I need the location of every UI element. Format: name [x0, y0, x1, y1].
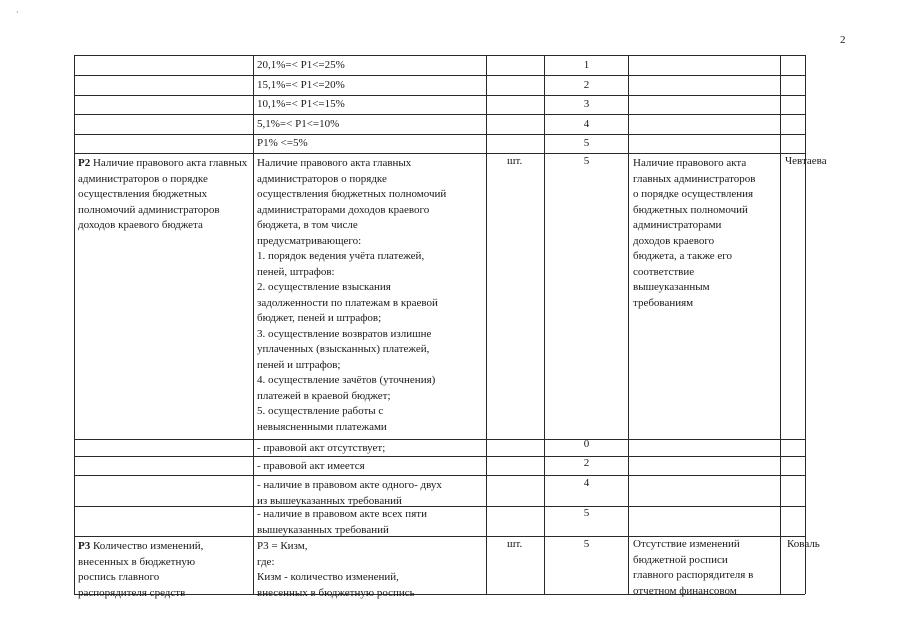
indicator-max-score: 5 — [583, 155, 590, 167]
grid-line — [74, 153, 805, 154]
score-value: 5 — [583, 137, 590, 149]
grid-line — [74, 95, 805, 96]
grid-line — [74, 55, 805, 56]
score-value: 4 — [583, 477, 590, 489]
scan-speck: ` — [16, 10, 19, 20]
responsible-person: Коваль — [787, 538, 820, 550]
grid-line — [74, 114, 805, 115]
grid-line — [74, 439, 805, 440]
score-value: 0 — [583, 438, 590, 450]
grid-line — [628, 55, 629, 594]
score-criterion: - наличие в правовом акте всех пяти вышеуказанных требований — [257, 508, 427, 536]
score-range: P1% <=5% — [257, 137, 308, 149]
indicator-formula: Наличие правового акта главных администраторов о порядке осуществления бюджетных полномочий администраторами доходов краевого бюджета, в том числе предусматривающего: 1. порядок ведения учёта платежей, пеней, штрафов: 2. осуществление взыскания задолженности по платежам в краевой бюджет, пеней и штрафов; 3. осуществление возвратов излишне уплаченных (взысканных) платежей, пеней и штрафов; 4. осуществление зачётов (уточнения) платежей в краевой бюджет; 5. осуществление работы с невыясненными платежами — [257, 157, 447, 433]
indicator-unit: шт. — [507, 155, 523, 167]
indicator-title: Наличие правового акта главных администраторов о порядке осуществления бюджетных полномочий администраторов доходов краевого бюджета — [78, 157, 248, 231]
score-criterion: - правовой акт отсутствует; — [257, 442, 386, 454]
grid-line — [74, 55, 75, 594]
grid-line — [780, 55, 781, 594]
responsible-person: Чевтаева — [785, 155, 827, 167]
score-value: 1 — [583, 59, 590, 71]
score-range: 5,1%=< P1<=10% — [257, 118, 340, 130]
indicator-formula: P3 = Кизм, где: Кизм - количество изменений, внесенных в бюджетную роспись — [257, 540, 415, 599]
grid-line — [74, 475, 805, 476]
grid-line — [74, 456, 805, 457]
indicator-name — [78, 156, 250, 234]
grid-line — [805, 55, 806, 594]
score-range: 10,1%=< P1<=15% — [257, 98, 345, 110]
indicator-note: Отсутствие изменений бюджетной росписи главного распорядителя в отчетном финансовом — [633, 538, 754, 597]
indicator-title: Количество изменений, внесенных в бюджетную роспись главного распорядителя средств — [78, 540, 204, 599]
score-range: 20,1%=< P1<=25% — [257, 59, 345, 71]
score-criterion: - правовой акт имеется — [257, 460, 365, 472]
score-value: 3 — [583, 98, 590, 110]
score-value: 2 — [583, 457, 590, 469]
score-value: 4 — [583, 118, 590, 130]
score-value: 5 — [583, 507, 590, 519]
grid-line — [74, 134, 805, 135]
indicator-max-score: 5 — [583, 538, 590, 550]
indicator-code: P3 — [78, 540, 91, 552]
score-range: 15,1%=< P1<=20% — [257, 79, 345, 91]
score-criterion: - наличие в правовом акте одного- двух из вышеуказанных требований — [257, 479, 442, 507]
page-number: 2 — [840, 34, 846, 46]
indicator-code: P2 — [78, 157, 91, 169]
grid-line — [253, 55, 254, 594]
indicator-unit: шт. — [507, 538, 523, 550]
indicator-name — [78, 539, 250, 601]
grid-line — [486, 55, 487, 594]
score-value: 2 — [583, 79, 590, 91]
indicator-note: Наличие правового акта главных администраторов о порядке осуществления бюджетных полномочий администраторами доходов краевого бюджета, а также его соответствие вышеуказанным требованиям — [633, 157, 756, 309]
grid-line — [74, 75, 805, 76]
